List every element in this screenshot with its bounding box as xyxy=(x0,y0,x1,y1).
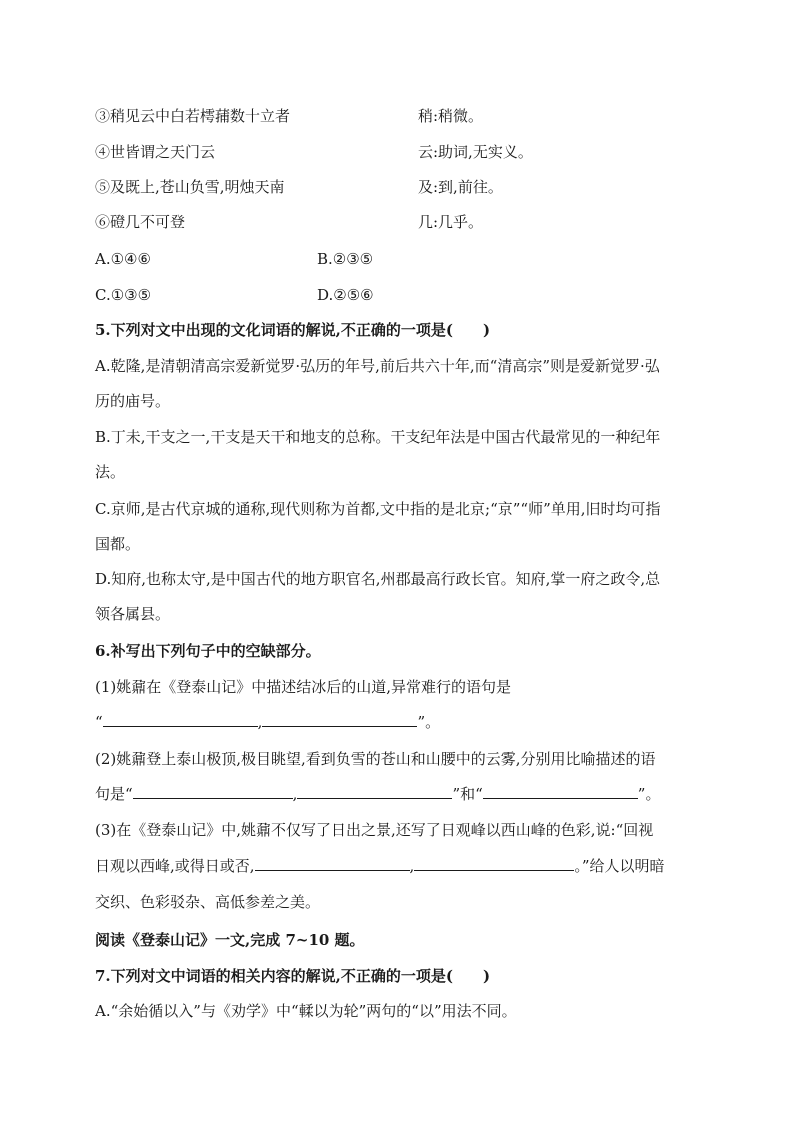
suffix-text: 。”给人以明暗 xyxy=(574,857,665,875)
vocab-gloss: 云:助词,无实义。 xyxy=(418,143,533,161)
answer-blank[interactable] xyxy=(133,784,293,799)
vocab-item xyxy=(95,177,503,197)
q5-option-b-line2: 法。 xyxy=(95,463,126,481)
option-a: A.①④⑥ xyxy=(95,250,151,268)
q7-option-a: A.“余始循以入”与《劝学》中“輮以为轮”两句的“以”用法不同。 xyxy=(95,1002,517,1020)
answer-blank[interactable] xyxy=(414,856,574,871)
question-5-stem: 5.下列对文中出现的文化词语的解说,不正确的一项是( ) xyxy=(95,321,491,339)
prefix-text: 日观以西峰,或得日或否, xyxy=(95,857,255,875)
q6-part1-line2 xyxy=(95,712,440,732)
answer-blank[interactable] xyxy=(262,712,417,727)
q5-option-d-line2: 领各属县。 xyxy=(95,605,171,623)
vocab-item xyxy=(95,106,484,126)
section-instruction: 阅读《登泰山记》一文,完成 7~10 题。 xyxy=(95,931,365,949)
option-b: B.②③⑤ xyxy=(317,250,374,268)
question-6-stem: 6.补写出下列句子中的空缺部分。 xyxy=(95,642,321,660)
q6-part2-line2 xyxy=(95,784,660,804)
vocab-item xyxy=(95,212,484,232)
prefix-text: 句是“ xyxy=(95,785,133,803)
vocab-sentence: ⑥磴几不可登 xyxy=(95,213,186,231)
q5-option-c-line2: 国都。 xyxy=(95,535,141,553)
q5-option-c-line1: C.京师,是古代京城的通称,现代则称为首都,文中指的是北京;“京”“师”单用,旧时均可指 xyxy=(95,500,661,518)
q5-option-a-line2: 历的庙号。 xyxy=(95,392,171,410)
q6-part3-line1: (3)在《登泰山记》中,姚鼐不仅写了日出之景,还写了日观峰以西山峰的色彩,说:“回视 xyxy=(95,821,654,839)
q6-part3-line3: 交织、色彩驳杂、高低参差之美。 xyxy=(95,893,321,911)
vocab-gloss: 稍:稍微。 xyxy=(418,107,484,125)
close-quote: ”。 xyxy=(417,713,441,731)
q4-options-row xyxy=(95,249,374,269)
answer-blank[interactable] xyxy=(103,712,258,727)
answer-blank[interactable] xyxy=(483,784,638,799)
vocab-gloss: 及:到,前往。 xyxy=(418,178,503,196)
vocab-item xyxy=(95,142,533,162)
open-quote: “ xyxy=(95,713,103,731)
q6-part2-line1: (2)姚鼐登上泰山极顶,极目眺望,看到负雪的苍山和山腰中的云雾,分别用比喻描述的语 xyxy=(95,750,656,768)
close-quote: ”。 xyxy=(637,785,661,803)
vocab-sentence: ④世皆谓之天门云 xyxy=(95,143,216,161)
vocab-sentence: ③稍见云中白若樗蒱数十立者 xyxy=(95,107,291,125)
q5-option-b-line1: B.丁未,干支之一,干支是天干和地支的总称。干支纪年法是中国古代最常见的一种纪年 xyxy=(95,428,661,446)
comma: , xyxy=(257,713,263,731)
comma: , xyxy=(409,857,415,875)
answer-blank[interactable] xyxy=(297,784,452,799)
q6-part3-line2 xyxy=(95,856,665,876)
q5-option-d-line1: D.知府,也称太守,是中国古代的地方职官名,州郡最高行政长官。知府,掌一府之政令,总 xyxy=(95,570,661,588)
vocab-sentence: ⑤及既上,苍山负雪,明烛天南 xyxy=(95,178,285,196)
q6-part1-line1: (1)姚鼐在《登泰山记》中描述结冰后的山道,异常难行的语句是 xyxy=(95,678,512,696)
question-7-stem: 7.下列对文中词语的相关内容的解说,不正确的一项是( ) xyxy=(95,967,491,985)
option-c: C.①③⑤ xyxy=(95,286,152,304)
connector-text: ”和“ xyxy=(452,785,483,803)
answer-blank[interactable] xyxy=(255,856,410,871)
q4-options-row xyxy=(95,285,374,305)
vocab-gloss: 几:几乎。 xyxy=(418,213,484,231)
comma: , xyxy=(292,785,298,803)
q5-option-a-line1: A.乾隆,是清朝清高宗爱新觉罗·弘历的年号,前后共六十年,而“清高宗”则是爱新觉罗·弘 xyxy=(95,357,660,375)
option-d: D.②⑤⑥ xyxy=(317,286,374,304)
